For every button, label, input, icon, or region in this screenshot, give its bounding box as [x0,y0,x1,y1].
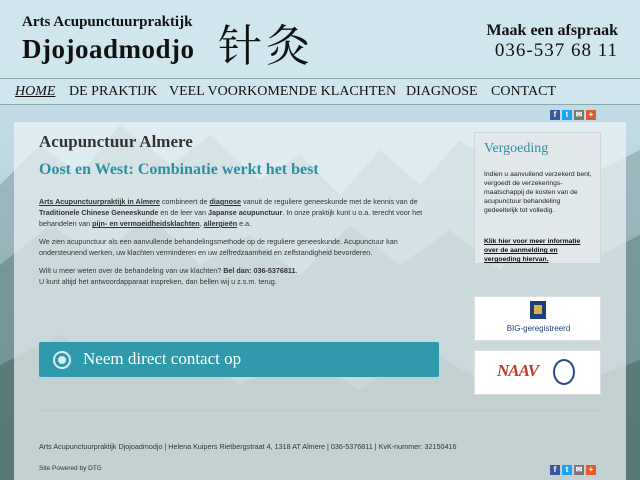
naav-logo[interactable] [474,350,601,395]
contact-button[interactable] [39,342,439,377]
intro-text [39,196,439,294]
crown-emblem-icon [530,301,546,319]
tcg-bold: Traditionele Chinese Geneeskunde [39,208,159,217]
japanese-acupunctuur-bold: Japanse acupunctuur [208,208,283,217]
plus-icon[interactable]: + [586,465,596,475]
phone-bold: Bel dan: 036-5376811 [223,266,296,275]
nav-item-contact[interactable]: CONTACT [491,84,556,99]
text: . [295,266,298,275]
text: . In onze praktijk kunt u o.a. terecht voor het behandelen van [39,208,423,228]
text: en de leer van [158,208,208,217]
text: , [199,219,204,228]
email-icon[interactable]: ✉ [575,110,583,119]
nav-item-home[interactable]: HOME [15,84,56,99]
pijn-link[interactable]: pijn- en vermoeidheidsklachten [92,219,200,228]
twitter-icon[interactable]: t [562,465,572,475]
facebook-icon[interactable]: f [550,465,560,475]
allergieen-link[interactable]: allergieën [203,219,238,228]
page-title: Acupunctuur Almere [39,132,193,151]
email-icon[interactable]: ✉ [575,465,583,474]
naav-logo-text: NAAV [497,361,539,380]
powered-by[interactable]: Site Powered by DTG [39,465,102,472]
contact-button-label: Neem direct contact op [83,349,242,368]
vergoeding-title: Vergoeding [484,141,549,156]
vergoeding-link[interactable]: Klik hier voor meer informatie over de aanmelding en vergoeding hiervan. [484,238,581,263]
big-register-logo[interactable] [474,296,601,341]
social-share-bottom [550,465,596,475]
naav-symbol-icon [553,359,575,385]
target-icon [53,351,71,369]
diagnose-link[interactable]: diagnose [209,197,241,206]
text: U kunt altijd het antwoordapparaat inspreken, dan bellen wij u z.s.m. terug. [39,277,277,286]
facebook-icon[interactable]: f [550,110,560,120]
text: vanuit de reguliere geneeskunde met de kennis van de [241,197,418,206]
appointment-label: Maak een afspraak [486,22,618,39]
nav-item-de-praktijk[interactable]: DE PRAKTIJK [69,84,158,99]
twitter-icon[interactable]: t [562,110,572,120]
site-header [0,0,640,78]
main-content [14,122,626,480]
text: Wilt u meer weten over de behandeling van uw klachten? [39,266,224,275]
nav-item-diagnose[interactable]: DIAGNOSE [406,84,478,99]
footer-divider [39,410,601,411]
big-label: BIG-geregistreerd [506,324,571,333]
appointment-phone[interactable]: 036-537 68 11 [494,40,618,61]
text: combineert de [159,197,210,206]
vergoeding-text: Indien u aanvullend verzekerd bent, vergoedt de verzekerings-maatschappij de kosten van de acupunctuur behandeling gedeeltelijk tot volledig. [484,171,592,214]
chinese-characters: 针灸 [218,21,314,72]
main-nav [0,78,640,105]
paragraph-2: We zien acupunctuur als een aanvullende behandelingsmethode op de reguliere geneeskunde. Acupunctuur kan ondersteunend werken, uw klachten verminderen en uw zelfredzaamheid en zelfstandigheid bevorderen. [39,237,398,257]
vergoeding-box [474,132,601,264]
page-subtitle: Oost en West: Combinatie werkt het best [39,161,319,178]
text: e.a. [237,219,252,228]
nav-item-klachten[interactable]: VEEL VOORKOMENDE KLACHTEN [169,84,397,99]
social-share-top [550,110,596,120]
paragraph-1 [39,196,439,229]
brand-line1[interactable]: Arts Acupunctuurpraktijk [22,14,193,30]
paragraph-3 [39,265,439,287]
plus-icon[interactable]: + [586,110,596,120]
praktijk-link[interactable]: Arts Acupunctuurpraktijk in Almere [39,197,160,206]
footer-info: Arts Acupunctuurpraktijk Djojoadmodjo | Helena Kuipers Rietbergstraat 4, 1318 AT Almere | 036-5376811 | KvK-nummer: 32150416 [39,442,457,451]
brand-name[interactable]: Djojoadmodjo [22,34,195,64]
